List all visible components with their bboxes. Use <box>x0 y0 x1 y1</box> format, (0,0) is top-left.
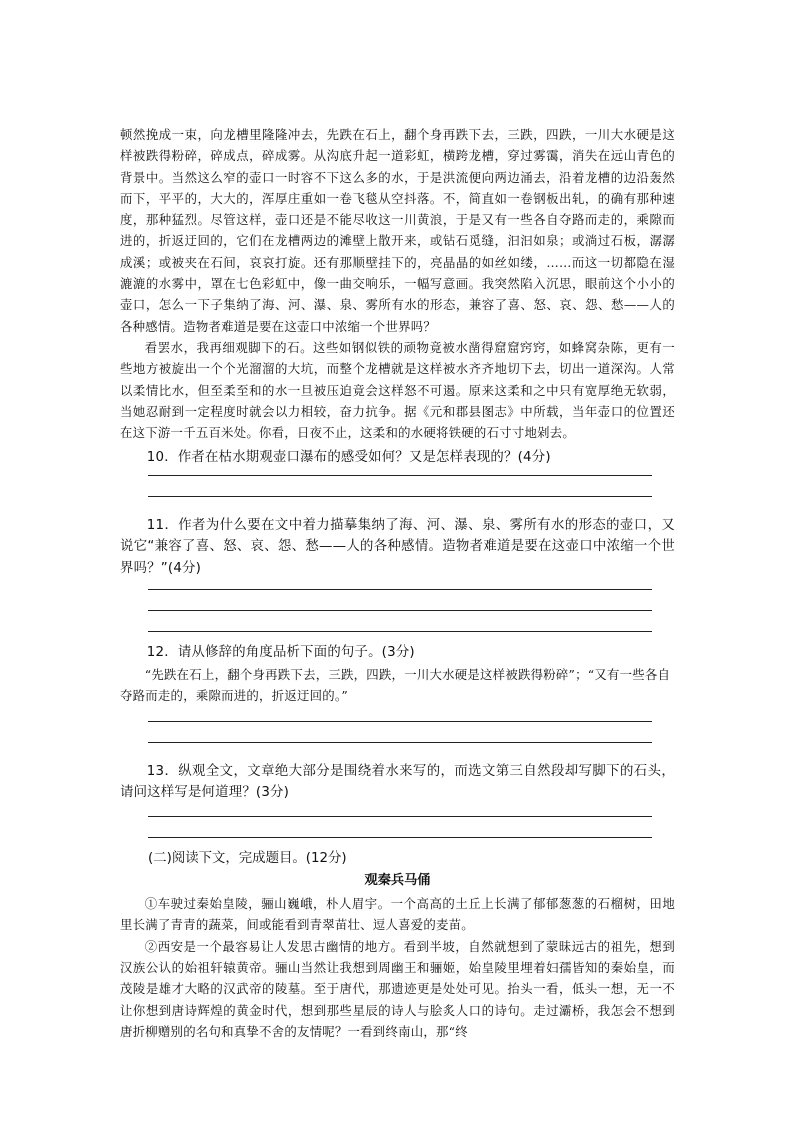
answer-line[interactable] <box>148 816 652 817</box>
article-paragraph-1: ①车驶过秦始皇陵，骊山巍峨，朴人眉宇。一个高高的土丘上长满了郁郁葱葱的石榴树，田地里长满了青青的蔬菜，间或能看到青翠苗壮、逗人喜爱的麦苗。 <box>120 896 675 933</box>
answer-line[interactable] <box>148 631 652 632</box>
article-title: 观秦兵马俑 <box>364 873 431 889</box>
question-12: 12．请从修辞的角度品析下面的句子。(3分) <box>146 645 415 661</box>
question-10: 10．作者在枯水期观壶口瀑布的感受如何？又是怎样表现的？(4分) <box>146 450 551 466</box>
answer-lines-10[interactable] <box>148 475 652 497</box>
section-2-heading: (二)阅读下文，完成题目。(12分) <box>148 850 347 866</box>
answer-line[interactable] <box>148 589 652 590</box>
answer-line[interactable] <box>148 496 652 497</box>
question-13: 13．纵观全文，文章绝大部分是围绕着水来写的，而选文第三自然段却写脚下的石头，请问这样写是何道理？(3分) <box>120 763 675 801</box>
question-11: 11．作者为什么要在文中着力描摹集纳了海、河、瀑、泉、雾所有水的形态的壶口，又说它“兼容了喜、怒、哀、怨、愁——人的各种感情。造物者难道是要在这壶口中浓缩一个世界吗？”(4分) <box>120 517 675 576</box>
answer-line[interactable] <box>148 837 652 838</box>
answer-lines-11[interactable] <box>148 589 652 632</box>
answer-line[interactable] <box>148 610 652 611</box>
answer-line[interactable] <box>148 475 652 476</box>
article-paragraph-2: ②西安是一个最容易让人发思古幽情的地方。看到半坡，自然就想到了蒙昧远古的祖先，想到汉族公认的始祖轩辕黄帝。骊山当然让我想到周幽王和骊姬，始皇陵里埋着妇孺皆知的秦始皇，而茂陵是雄才大略的汉武帝的陵墓。至于唐代，那遗迹更是处处可见。抬头一看，低头一想，无一不让你想到唐诗辉煌的黄金时代，想到那些星辰的诗人与脍炙人口的诗句。走过灞桥，我怎会不想到唐折柳赠别的名句和真挚不舍的友情呢？一看到终南山，那“终 <box>120 938 675 1039</box>
document-page <box>120 124 675 1042</box>
passage-paragraph-2: 看罢水，我再细观脚下的石。这些如钢似铁的顽物竟被水凿得窟窟窍窍，如蜂窝杂陈，更有一些地方被旋出一个个光溜溜的大坑，而整个龙槽就是这样被水齐齐地切下去，切出一道深沟。人常以柔情比水，但至柔至和的水一旦被压迫竟会这样怒不可遏。原来这柔和之中只有宽厚绝无软弱，当她忍耐到一定程度时就会以力相较，奋力抗争。据《元和郡县图志》中所载，当年壶口的位置还在这下游一千五百米处。你看，日夜不止，这柔和的水硬将铁硬的石寸寸地剁去。 <box>120 339 675 441</box>
answer-lines-13[interactable] <box>148 816 652 838</box>
answer-line[interactable] <box>148 721 652 722</box>
question-12-quote: “先跌在石上，翻个身再跌下去，三跌，四跌，一川大水硬是这样被跌得粉碎”；“又有一些各自夺路而走的，乘隙而进的，折返迂回的。” <box>120 666 671 704</box>
answer-line[interactable] <box>148 742 652 743</box>
answer-lines-12[interactable] <box>148 721 652 743</box>
passage-paragraph-1: 顿然挽成一束，向龙槽里隆隆冲去，先跌在石上，翻个身再跌下去，三跌，四跌，一川大水硬是这样被跌得粉碎，碎成点，碎成雾。从沟底升起一道彩虹，横跨龙槽，穿过雾霭，消失在远山青色的背景中。当然这么窄的壶口一时容不下这么多的水，于是洪流便向两边涌去，沿着龙槽的边沿轰然而下，平平的，大大的，浑厚庄重如一卷飞毯从空抖落。不，简直如一卷钢板出轧，的确有那种速度，那种猛烈。尽管这样，壶口还是不能尽收这一川黄浪，于是又有一些各自夺路而走的，乘隙而进的，折返迂回的，它们在龙槽两边的滩壁上散开来，或钻石觅缝，汩汩如泉；或淌过石板，潺潺成溪；或被夹在石间，哀哀打旋。还有那顺壁挂下的，亮晶晶的如丝如缕，……而这一切都隐在湿漉漉的水雾中，罩在七色彩虹中，像一曲交响乐，一幅写意画。我突然陷入沉思，眼前这个小小的壶口，怎么一下子集纳了海、河、瀑、泉、雾所有水的形态，兼容了喜、怒、哀、怨、愁——人的各种感情。造物者难道是要在这壶口中浓缩一个世界吗？ <box>120 127 675 334</box>
